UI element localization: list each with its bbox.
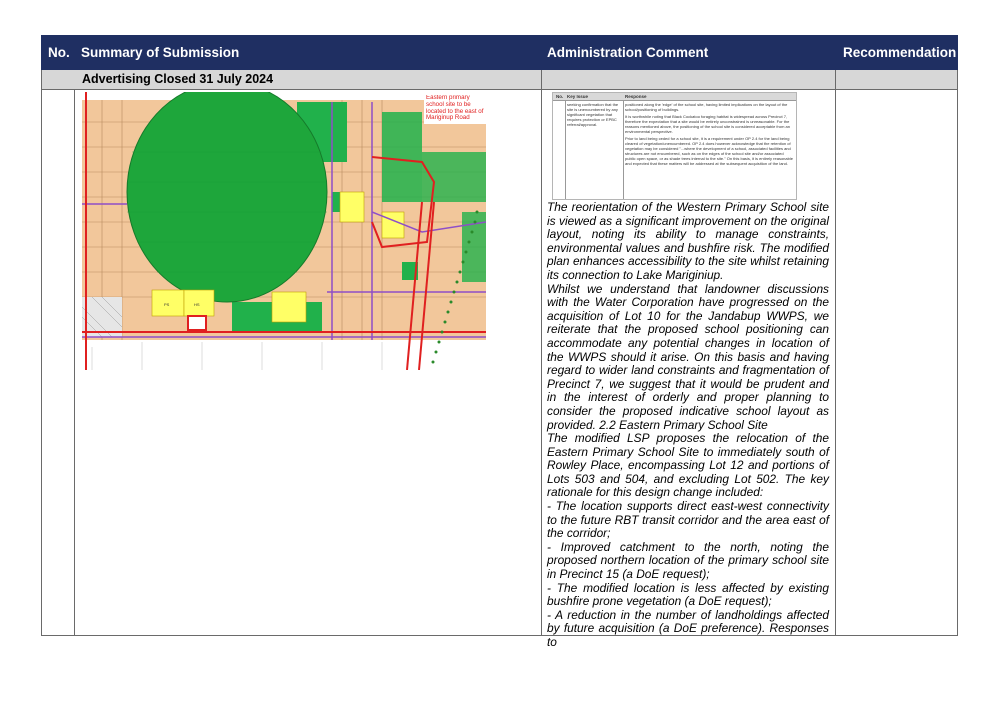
comment-bullet-3: - The modified location is less affected by existing bushfire prone vegetation (a DoE request); — [547, 580, 829, 609]
excerpt-header — [553, 93, 796, 101]
map-callout: Eastern primary school site to be located to the east of Mariginup Road — [426, 95, 484, 122]
header-summary: Summary of Submission — [81, 45, 240, 60]
excerpt-col-response: Response — [625, 94, 647, 99]
comment-bullet-1: - The location supports direct east-west connectivity to the future RBT transit corridor and the area east of the corridor; — [547, 499, 829, 541]
excerpt-response-1: positioned along the 'edge' of the school site, having limited implications on the layout of the school/positioning of buildings. — [625, 102, 788, 112]
excerpt-response-2: It is worthwhile noting that Black Cockatoo foraging habitat is widespread across Precinct 7, therefore the expectation that a site would be entirely unconstrained is unreasonable. For the reasons mentioned above, the positioning of the school site is considered acceptable from an environmental perspective. — [625, 114, 790, 134]
comment-bullet-4: - A reduction in the number of landholdings affected by future acquisition (a DoE preference). Responses to — [547, 607, 829, 649]
table-border-right — [957, 70, 958, 636]
table-divider-summary — [541, 70, 542, 636]
section-title: Advertising Closed 31 July 2024 — [82, 72, 274, 86]
lsp-map-svg — [82, 92, 486, 370]
map-label-hs: HS — [194, 302, 200, 307]
comment-paragraph-2: Whilst we understand that landowner discussions with the Water Corporation have progressed on the acquisition of Lot 10 for the Jandabup WWPS, we reiterate that the proposed school positioning can accommodate any potential changes in location of the WWPS should it arise. On this basis and having regard to wider land constraints and fragmentation of Precinct 7, we suggest that it would be prudent and in the interest of orderly and proper planning to consider the proposed indicative school layout as provided. 2.2 Eastern Primary School Site — [547, 281, 829, 432]
lsp-map-image — [82, 92, 486, 370]
header-admin-comment: Administration Comment — [547, 45, 709, 60]
table-border-left — [41, 70, 42, 636]
header-recommendation: Recommendation — [843, 45, 957, 60]
excerpt-issue-text: seeking confirmation that the site is unencumbered by any significant vegetation that requires protection or EPBC referral/approval. — [567, 102, 619, 127]
table-divider-admin — [835, 70, 836, 636]
table-header-row — [41, 35, 958, 70]
header-no: No. — [48, 45, 70, 60]
section-row — [41, 70, 958, 90]
response-excerpt-image — [552, 92, 797, 200]
table-divider-no — [74, 89, 75, 636]
excerpt-col-issue: Key Issue — [567, 94, 589, 99]
comment-paragraph-3: The modified LSP proposes the relocation of the Eastern Primary School Site to immediately south of Rowley Place, encompassing Lot 12 and portions of Lots 503 and 504, and excluding Lot 502. The key rationale for this design change included: — [547, 431, 829, 500]
map-label-ps: PS — [164, 302, 170, 307]
section-row-bottom — [41, 89, 958, 90]
comment-paragraph-1: The reorientation of the Western Primary School site is viewed as a significant improvement on the original layout, noting its ability to manage constraints, environmental values and bushfire risk. The modified plan enhances accessibility to the site whilst retaining its connection to Lake Mariginiup. — [547, 200, 829, 282]
excerpt-response-3: Prior to land being ceded for a school site, it is a requirement under OP 2.4 for the land being cleared of vegetation/unencumbered. OP 2.4 does however acknowledge that the retention of vegetation may be considered "...where the development of a school, associated facilities and structures are not encumbered, such as on the edges of the school site and/or associated public open space, or as shade trees internal to the site." On this basis, it is entirely reasonable and expected that these matters will be addressed at the subsequent acquisition of the land. — [625, 136, 793, 166]
administration-comment-text — [547, 201, 829, 650]
comment-bullet-2: - Improved catchment to the north, noting the proposed northern location of the primary school site in Precinct 15 (a DoE request); — [547, 539, 829, 582]
excerpt-col-no: No. — [556, 94, 564, 99]
